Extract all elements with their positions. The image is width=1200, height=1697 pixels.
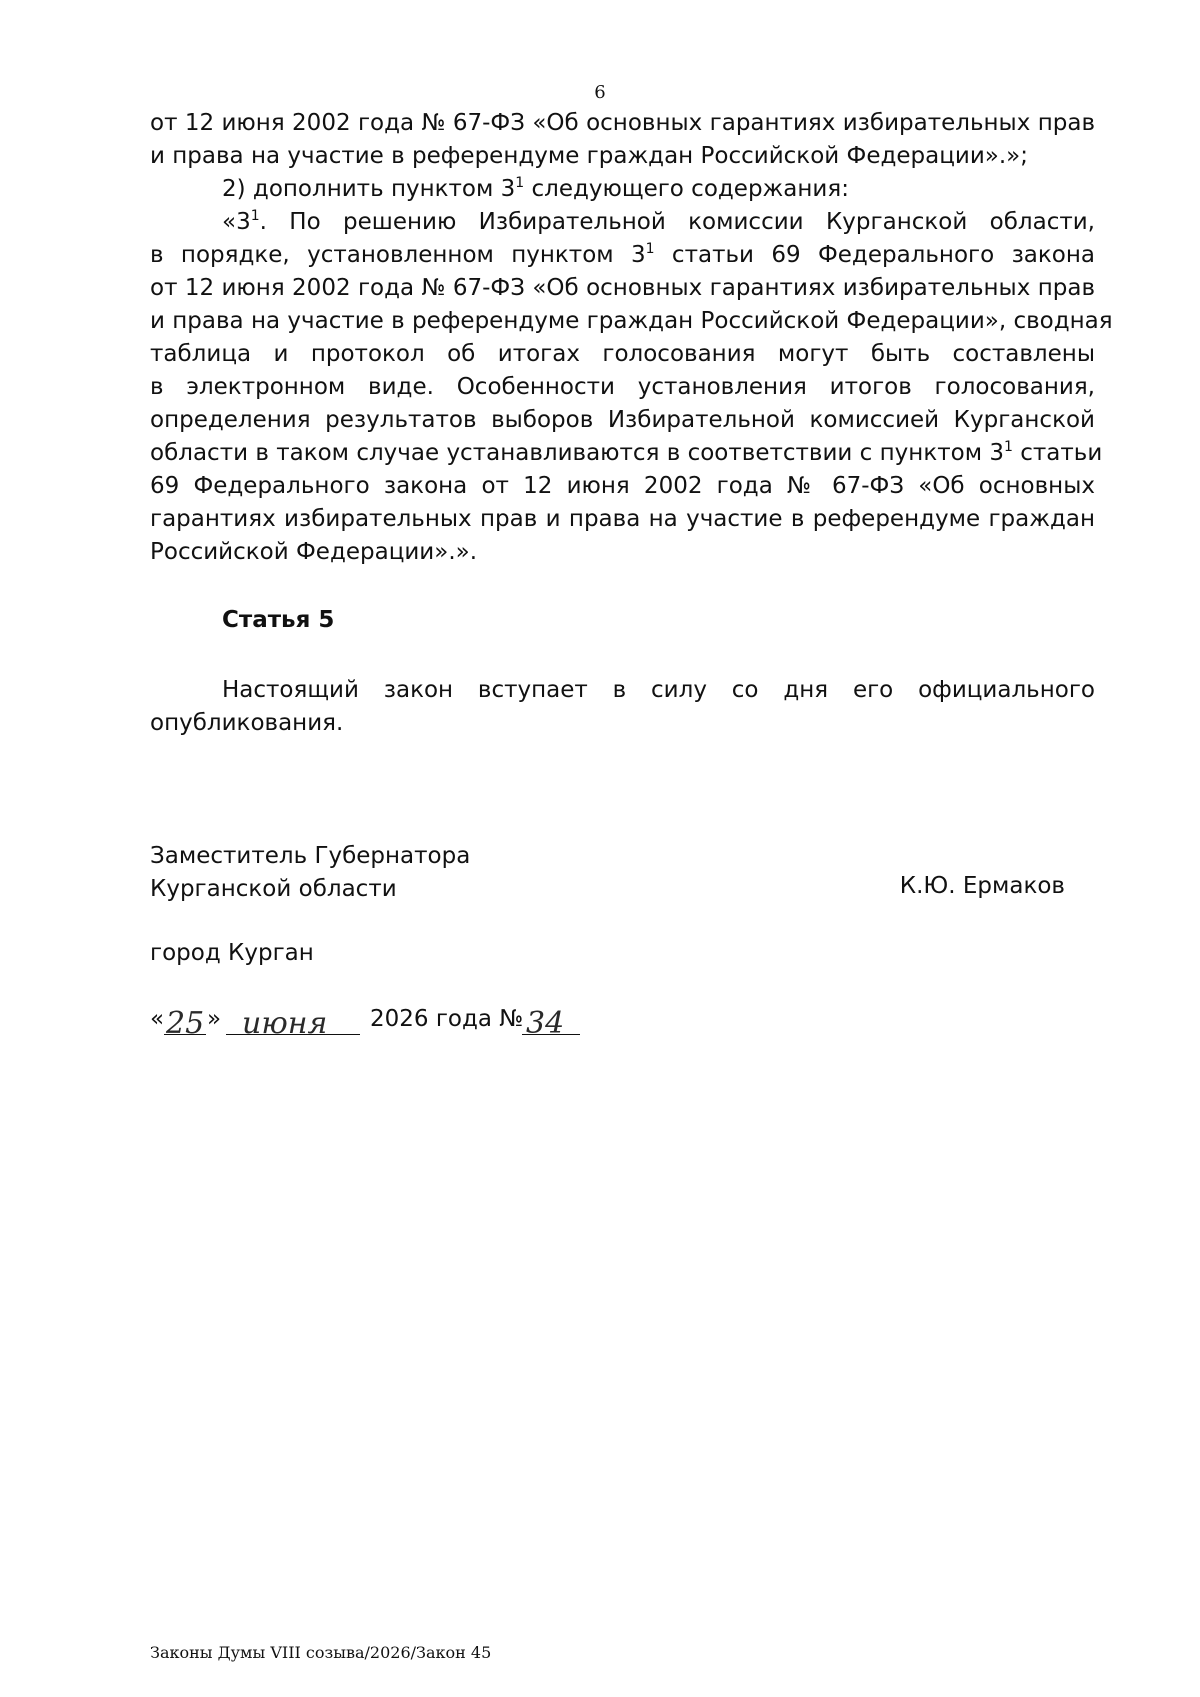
quote-line: таблица и протокол об итогах голосования могут быть составлены	[150, 341, 1095, 367]
quote-line: определения результатов выборов Избирательной комиссией Курганской	[150, 407, 1095, 433]
page-number: 6	[594, 82, 606, 103]
quote-line: и права на участие в референдуме граждан Российской Федерации», сводная	[150, 308, 1113, 334]
text-line: от 12 июня 2002 года № 67-ФЗ «Об основных гарантиях избирательных прав	[150, 110, 1095, 136]
quote-line: Российской Федерации».».	[150, 539, 478, 565]
quote-line	[150, 437, 1103, 470]
item-2-line	[150, 173, 1095, 206]
handwritten-number: 34	[526, 1006, 565, 1041]
quote-line	[150, 206, 1095, 239]
text-line: Настоящий закон вступает в силу со дня его официального	[222, 677, 1095, 703]
item-2-pre: 2) дополнить пунктом 3	[222, 176, 516, 202]
quote-text: в порядке, установленном пунктом 3	[150, 242, 646, 268]
month-underline	[226, 1034, 360, 1035]
text-line: и права на участие в референдуме граждан Российской Федерации».»;	[150, 143, 1028, 169]
superscript: 1	[515, 175, 525, 191]
footer-reference: Законы Думы VIII созыва/2026/Закон 45	[150, 1643, 492, 1662]
item-2-post: следующего содержания:	[524, 176, 849, 202]
signatory-title-line: Курганской области	[150, 876, 397, 902]
quote-text: . По решению Избирательной комиссии Курганской области,	[259, 209, 1095, 235]
place-of-signing: город Курган	[150, 940, 314, 966]
quote-line: гарантиях избирательных прав и права на участие в референдуме граждан	[150, 506, 1095, 532]
close-quote: »	[207, 1006, 222, 1032]
quote-line: в электронном виде. Особенности установления итогов голосования,	[150, 374, 1095, 400]
handwritten-month: июня	[242, 1006, 328, 1041]
text-line: опубликования.	[150, 710, 344, 736]
number-underline	[522, 1034, 580, 1035]
article-5-heading: Статья 5	[222, 607, 335, 633]
quote-text: статьи 69 Федерального закона	[654, 242, 1095, 268]
quote-line	[150, 239, 1095, 272]
signatory-title-line: Заместитель Губернатора	[150, 843, 471, 869]
body-text-block	[150, 107, 1113, 569]
year-text: 2026 года №	[370, 1006, 524, 1032]
quote-line: 69 Федерального закона от 12 июня 2002 года № 67-ФЗ «Об основных	[150, 473, 1095, 499]
superscript: 1	[645, 241, 655, 257]
open-quote: «	[150, 1006, 165, 1032]
handwritten-day: 25	[166, 1006, 205, 1041]
superscript: 1	[250, 208, 260, 224]
quote-text: статьи	[1012, 440, 1103, 466]
signatory-name: К.Ю. Ермаков	[899, 873, 1065, 899]
date-line	[150, 998, 600, 1042]
quote-start: «3	[222, 209, 251, 235]
quote-text: области в таком случае устанавливаются в соответствии с пунктом 3	[150, 440, 1004, 466]
article-5-text	[150, 674, 1095, 740]
quote-line: от 12 июня 2002 года № 67-ФЗ «Об основных гарантиях избирательных прав	[150, 275, 1095, 301]
day-underline	[164, 1034, 206, 1035]
superscript: 1	[1004, 439, 1013, 455]
signatory-title	[150, 840, 470, 906]
